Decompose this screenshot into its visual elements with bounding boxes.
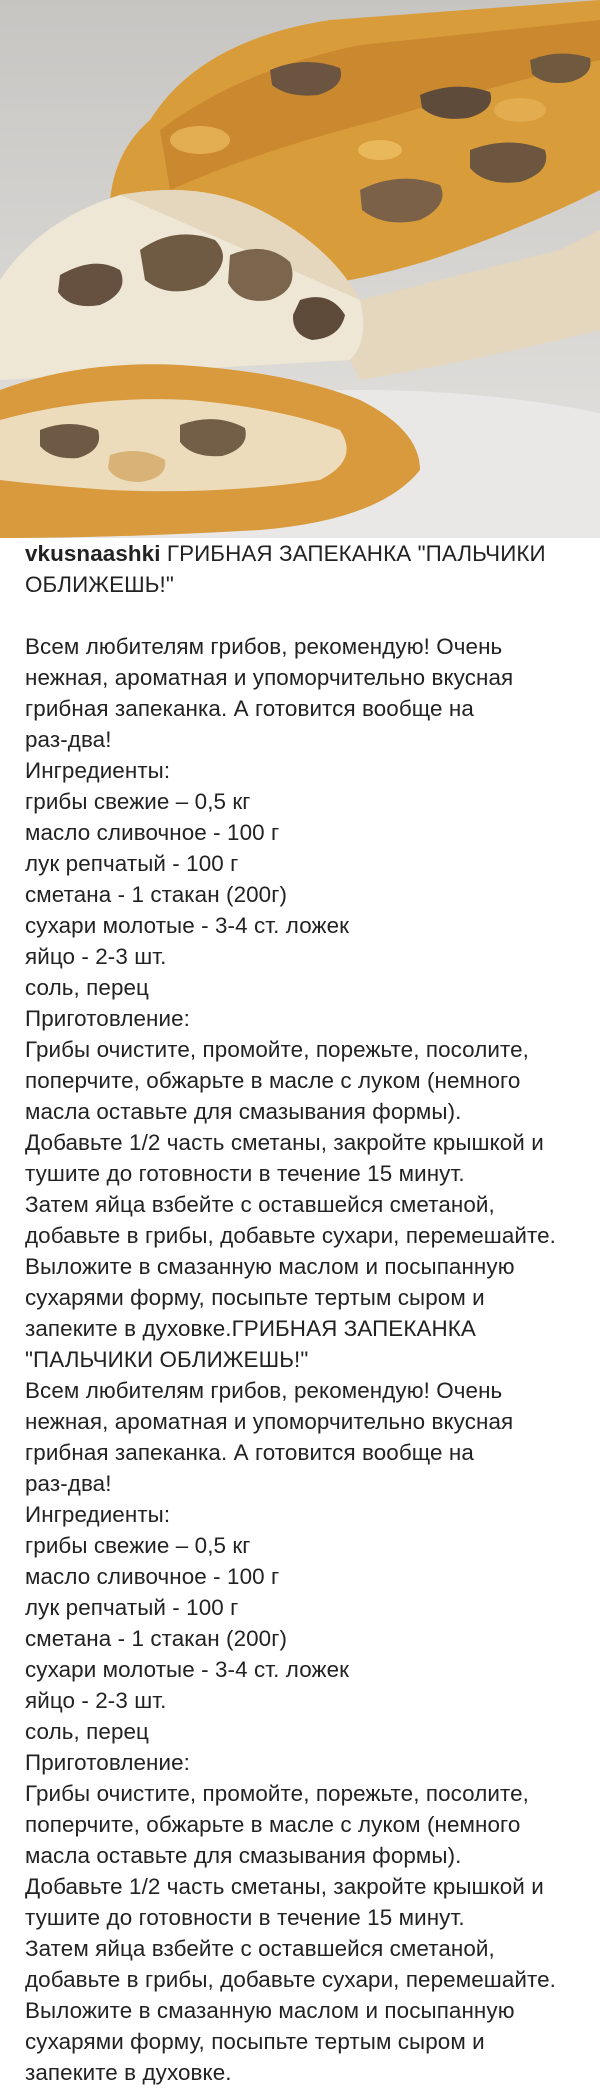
body-line: яйцо - 2-3 шт. bbox=[25, 1688, 167, 1713]
body-line: грибная запеканка. А готовится вообще на bbox=[25, 1440, 474, 1465]
body-line: Всем любителям грибов, рекомендую! Очень bbox=[25, 634, 503, 659]
post-username[interactable]: vkusnaashki bbox=[25, 541, 161, 566]
body-line: запеките в духовке.ГРИБНАЯ ЗАПЕКАНКА bbox=[25, 1316, 476, 1341]
body-line: яйцо - 2-3 шт. bbox=[25, 944, 167, 969]
body-line: сметана - 1 стакан (200г) bbox=[25, 1626, 288, 1651]
body-line: сухари молотые - 3-4 ст. ложек bbox=[25, 913, 350, 938]
body-line: Затем яйца взбейте с оставшейся сметаной, bbox=[25, 1192, 495, 1217]
body-line: лук репчатый - 100 г bbox=[25, 1595, 239, 1620]
body-line: Приготовление: bbox=[25, 1750, 190, 1775]
body-line: Выложите в смазанную маслом и посыпанную bbox=[25, 1254, 515, 1279]
body-line: "ПАЛЬЧИКИ ОБЛИЖЕШЬ!" bbox=[25, 1347, 309, 1372]
post-caption bbox=[25, 538, 575, 600]
body-line: поперчите, обжарьте в масле с луком (немного bbox=[25, 1812, 521, 1837]
body-line: раз-два! bbox=[25, 727, 112, 752]
body-line: нежная, ароматная и упоморчительно вкусная bbox=[25, 665, 514, 690]
body-line: лук репчатый - 100 г bbox=[25, 851, 239, 876]
body-line: запеките в духовке. bbox=[25, 2060, 232, 2085]
body-line: добавьте в грибы, добавьте сухари, перемешайте. bbox=[25, 1967, 556, 1992]
post-title: ГРИБНАЯ ЗАПЕКАНКА "ПАЛЬЧИКИ ОБЛИЖЕШЬ!" bbox=[25, 541, 546, 597]
casserole-illustration bbox=[0, 0, 600, 538]
body-line: Всем любителям грибов, рекомендую! Очень bbox=[25, 1378, 503, 1403]
body-line: масла оставьте для смазывания формы). bbox=[25, 1099, 462, 1124]
body-line: грибы свежие – 0,5 кг bbox=[25, 1533, 251, 1558]
body-line: масло сливочное - 100 г bbox=[25, 820, 280, 845]
body-line: Грибы очистите, промойте, порежьте, посолите, bbox=[25, 1781, 529, 1806]
body-line: Затем яйца взбейте с оставшейся сметаной, bbox=[25, 1936, 495, 1961]
body-line: Ингредиенты: bbox=[25, 1502, 171, 1527]
body-line: масло сливочное - 100 г bbox=[25, 1564, 280, 1589]
body-line: Выложите в смазанную маслом и посыпанную bbox=[25, 1998, 515, 2023]
body-line: Добавьте 1/2 часть сметаны, закройте крышкой и bbox=[25, 1874, 544, 1899]
body-line: Добавьте 1/2 часть сметаны, закройте крышкой и bbox=[25, 1130, 544, 1155]
body-line: Приготовление: bbox=[25, 1006, 190, 1031]
body-line: нежная, ароматная и упоморчительно вкусная bbox=[25, 1409, 514, 1434]
body-line: Грибы очистите, промойте, порежьте, посолите, bbox=[25, 1037, 529, 1062]
post-body bbox=[25, 631, 575, 2088]
body-line: соль, перец bbox=[25, 1719, 149, 1744]
food-photo bbox=[0, 0, 600, 538]
body-line: добавьте в грибы, добавьте сухари, перемешайте. bbox=[25, 1223, 556, 1248]
body-line: сухарями форму, посыпьте тертым сыром и bbox=[25, 1285, 485, 1310]
body-line: соль, перец bbox=[25, 975, 149, 1000]
body-line: грибы свежие – 0,5 кг bbox=[25, 789, 251, 814]
body-line: тушите до готовности в течение 15 минут. bbox=[25, 1905, 465, 1930]
body-line: сухари молотые - 3-4 ст. ложек bbox=[25, 1657, 350, 1682]
body-line: поперчите, обжарьте в масле с луком (немного bbox=[25, 1068, 521, 1093]
body-line: сметана - 1 стакан (200г) bbox=[25, 882, 288, 907]
body-line: масла оставьте для смазывания формы). bbox=[25, 1843, 462, 1868]
paragraph-gap bbox=[25, 600, 575, 631]
post-text bbox=[0, 538, 600, 2088]
body-line: грибная запеканка. А готовится вообще на bbox=[25, 696, 474, 721]
body-line: тушите до готовности в течение 15 минут. bbox=[25, 1161, 465, 1186]
body-line: Ингредиенты: bbox=[25, 758, 171, 783]
body-line: раз-два! bbox=[25, 1471, 112, 1496]
body-line: сухарями форму, посыпьте тертым сыром и bbox=[25, 2029, 485, 2054]
